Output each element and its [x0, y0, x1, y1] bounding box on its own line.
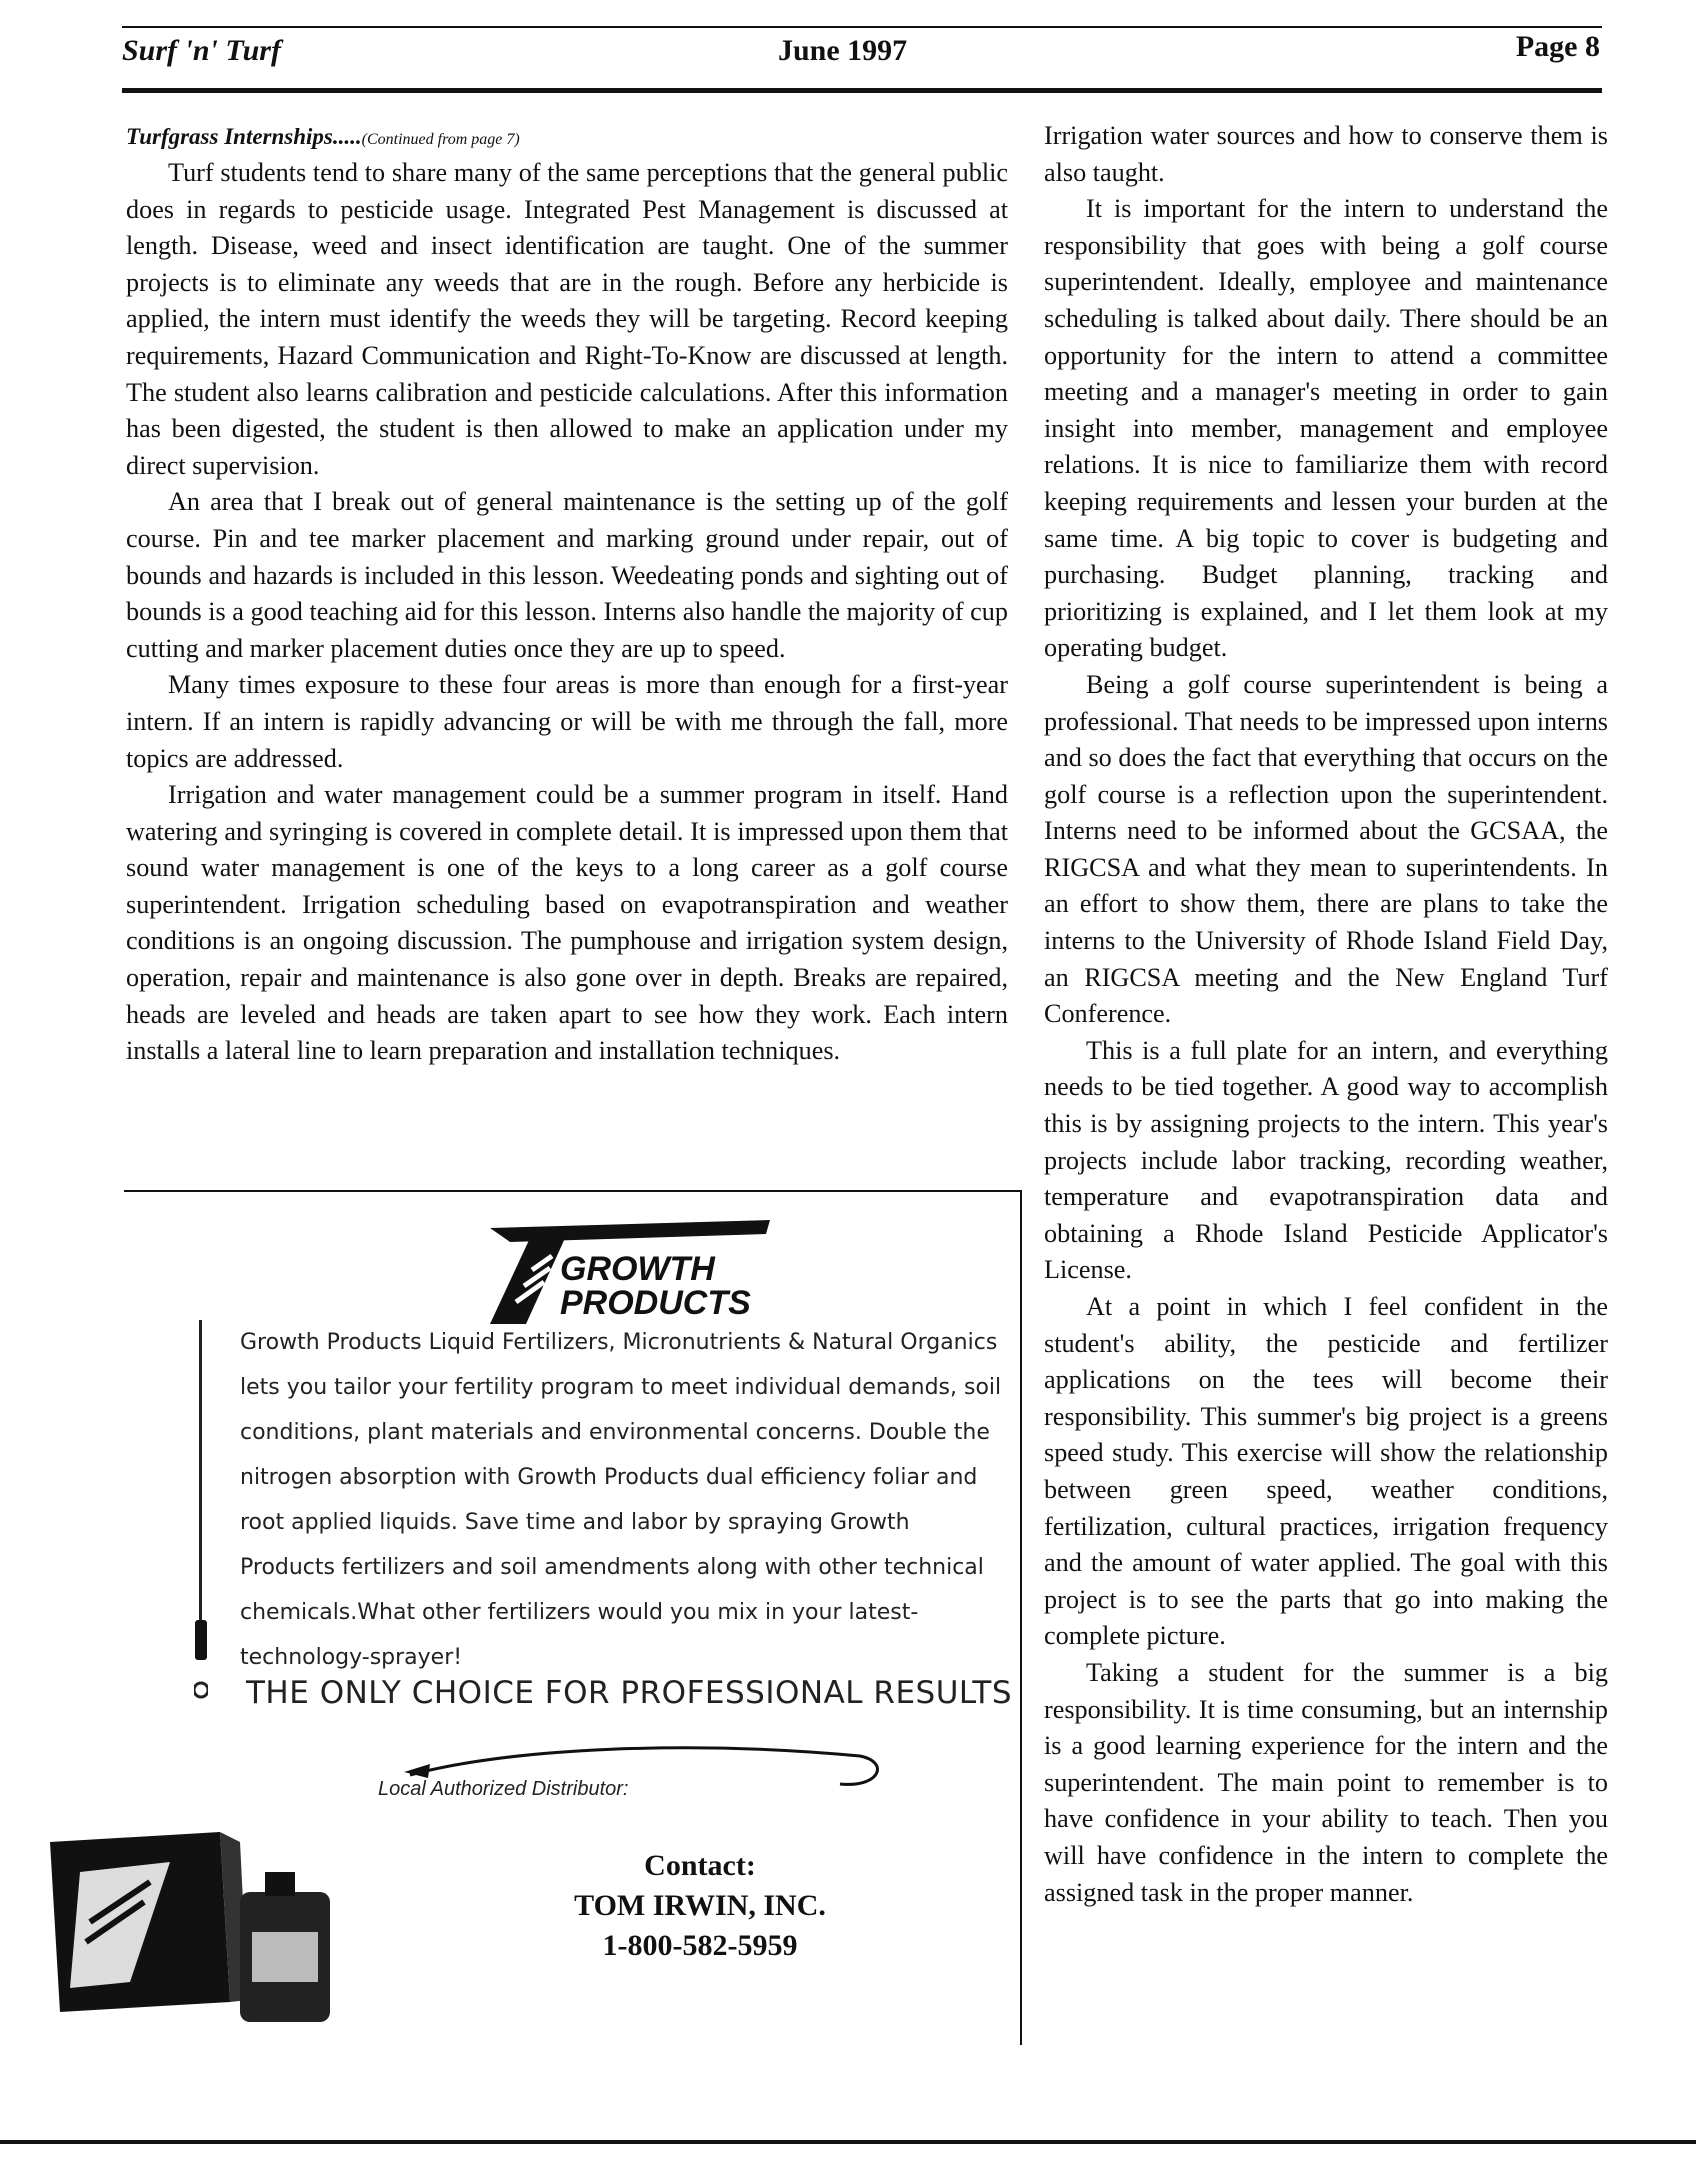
- header-rule: [122, 88, 1602, 93]
- paragraph: Irrigation water sources and how to conserve them is also taught.: [1044, 121, 1608, 187]
- paragraph: Irrigation and water management could be a summer program in itself. Hand watering and syringing is covered in complete detail. It is impressed upon them that sound water management is one of the keys to a long career as a golf course superintendent. Irrigation scheduling based on evapotranspiration and weather conditions is an ongoing discussion. The pumphouse and irrigation system design, operation, repair and maintenance is also gone over in depth. Breaks are repaired, heads are leveled and heads are taken apart to see how they work. Each intern installs a lateral line to learn preparation and installation techniques.: [126, 780, 1008, 1066]
- sprayer-wand-icon: [194, 1320, 208, 1740]
- ad-slogan: THE ONLY CHOICE FOR PROFESSIONAL RESULTS: [246, 1675, 1013, 1711]
- column-divider: [1020, 1190, 1022, 2045]
- ad-copy: Growth Products Liquid Fertilizers, Micronutrients & Natural Organics lets you tailor your fertility program to meet individual demands, soil conditions, plant materials and environmental concerns. Double the nitrogen absorption with Growth Products dual efficiency foliar and root applied liquids. Save time and labor by spraying Growth Products fertilizers and soil amendments along with other technical chemicals.What other fertilizers would you mix in your latest-technology-sprayer!: [240, 1330, 1002, 1670]
- growth-products-logo: [470, 1220, 770, 1330]
- page-number: Page 8: [1515, 30, 1600, 63]
- contact-phone: 1-800-582-5959: [602, 1929, 798, 1962]
- brand-line-2: PRODUCTS: [560, 1284, 751, 1322]
- top-rule: [122, 26, 1602, 28]
- brand-line-1: GROWTH: [560, 1250, 715, 1288]
- brand-name: [560, 1252, 751, 1320]
- distributor-label: Local Authorized Distributor:: [378, 1778, 629, 1800]
- bottom-rule: [0, 2140, 1696, 2144]
- paragraph: Turf students tend to share many of the same perceptions that the general public does in regards to pesticide usage. Integrated Pest Management is discussed at length. Disease, weed and insect identification are taught. One of the summer projects is to eliminate any weeds that are in the rough. Before any herbicide is applied, the intern must identify the weeds they will be targeting. Record keeping requirements, Hazard Communication and Right-To-Know are discussed at length. The student also learns calibration and pesticide calculations. After this information has been digested, the student is then allowed to make an application under my direct supervision.: [126, 158, 1008, 480]
- growth-products-ad: [0, 1190, 1020, 2090]
- article-heading: [126, 122, 1008, 155]
- article-left-column: [126, 122, 1008, 1070]
- paragraph: Many times exposure to these four areas is more than enough for a first-year intern. If an intern is rapidly advancing or will be with me through the fall, more topics are addressed.: [126, 670, 1008, 773]
- paragraph: Taking a student for the summer is a big responsibility. It is time consuming, but an internship is a good learning experience for the intern and the superintendent. The main point to remember is to have confidence in your ability to teach. Then you will have confidence in the intern to complete the assigned task in the proper manner.: [1044, 1657, 1608, 1907]
- contact-company: TOM IRWIN, INC.: [574, 1889, 826, 1922]
- paragraph: An area that I break out of general maintenance is the setting up of the golf course. Pin and tee marker placement and marking ground under repair, out of bounds and hazards is included in this lesson. Weedeating ponds and sighting out of bounds is a good teaching aid for this lesson. Interns also handle the majority of cup cutting and marker placement duties once they are up to speed.: [126, 487, 1008, 663]
- page-header: [122, 30, 1600, 86]
- issue-date: June 1997: [778, 34, 908, 67]
- article-right-column: [1044, 118, 1608, 1911]
- right-body: [1044, 118, 1608, 1911]
- paragraph: At a point in which I feel confident in the student's ability, the pesticide and fertilizer applications on the tees will become their responsibility. This summer's big project is a greens speed study. This exercise will show the relationship between green speed, weather conditions, fertilization, cultural practices, irrigation frequency and the amount of water applied. The goal with this project is to see the parts that go into making the complete picture.: [1044, 1292, 1608, 1651]
- article-title: Turfgrass Internships.....: [126, 124, 362, 149]
- product-packaging-icon: [40, 1802, 340, 2032]
- left-body: [126, 155, 1008, 1070]
- paragraph: It is important for the intern to understand the responsibility that goes with being a golf course superintendent. Ideally, employee and maintenance scheduling is talked about daily. There should be an opportunity for the intern to attend a committee meeting and a manager's meeting in order to gain insight into member, management and employee relations. It is nice to familiarize them with record keeping requirements and lessen your burden at the same time. A big topic to cover is budgeting and purchasing. Budget planning, tracking and prioritizing is explained, and I let them look at my operating budget.: [1044, 194, 1608, 663]
- paragraph: This is a full plate for an intern, and everything needs to be tied together. A good way to accomplish this is by assigning projects to the intern. This year's projects include labor tracking, recording weather, temperature and evapotranspiration data and obtaining a Rhode Island Pesticide Applicator's License.: [1044, 1035, 1608, 1285]
- paragraph: Being a golf course superintendent is being a professional. That needs to be impressed upon interns and so does the fact that everything that occurs on the golf course is a reflection upon the superintendent. Interns need to be informed about the GCSAA, the RIGCSA and what they mean to superintendents. In an effort to show them, there are plans to take the interns to the University of Rhode Island Field Day, an RIGCSA meeting and the New England Turf Conference.: [1044, 669, 1608, 1029]
- contact-label: Contact:: [644, 1849, 756, 1882]
- publication-title: Surf 'n' Turf: [122, 34, 281, 67]
- contact-block: [520, 1846, 880, 1966]
- continued-note: (Continued from page 7): [361, 131, 520, 148]
